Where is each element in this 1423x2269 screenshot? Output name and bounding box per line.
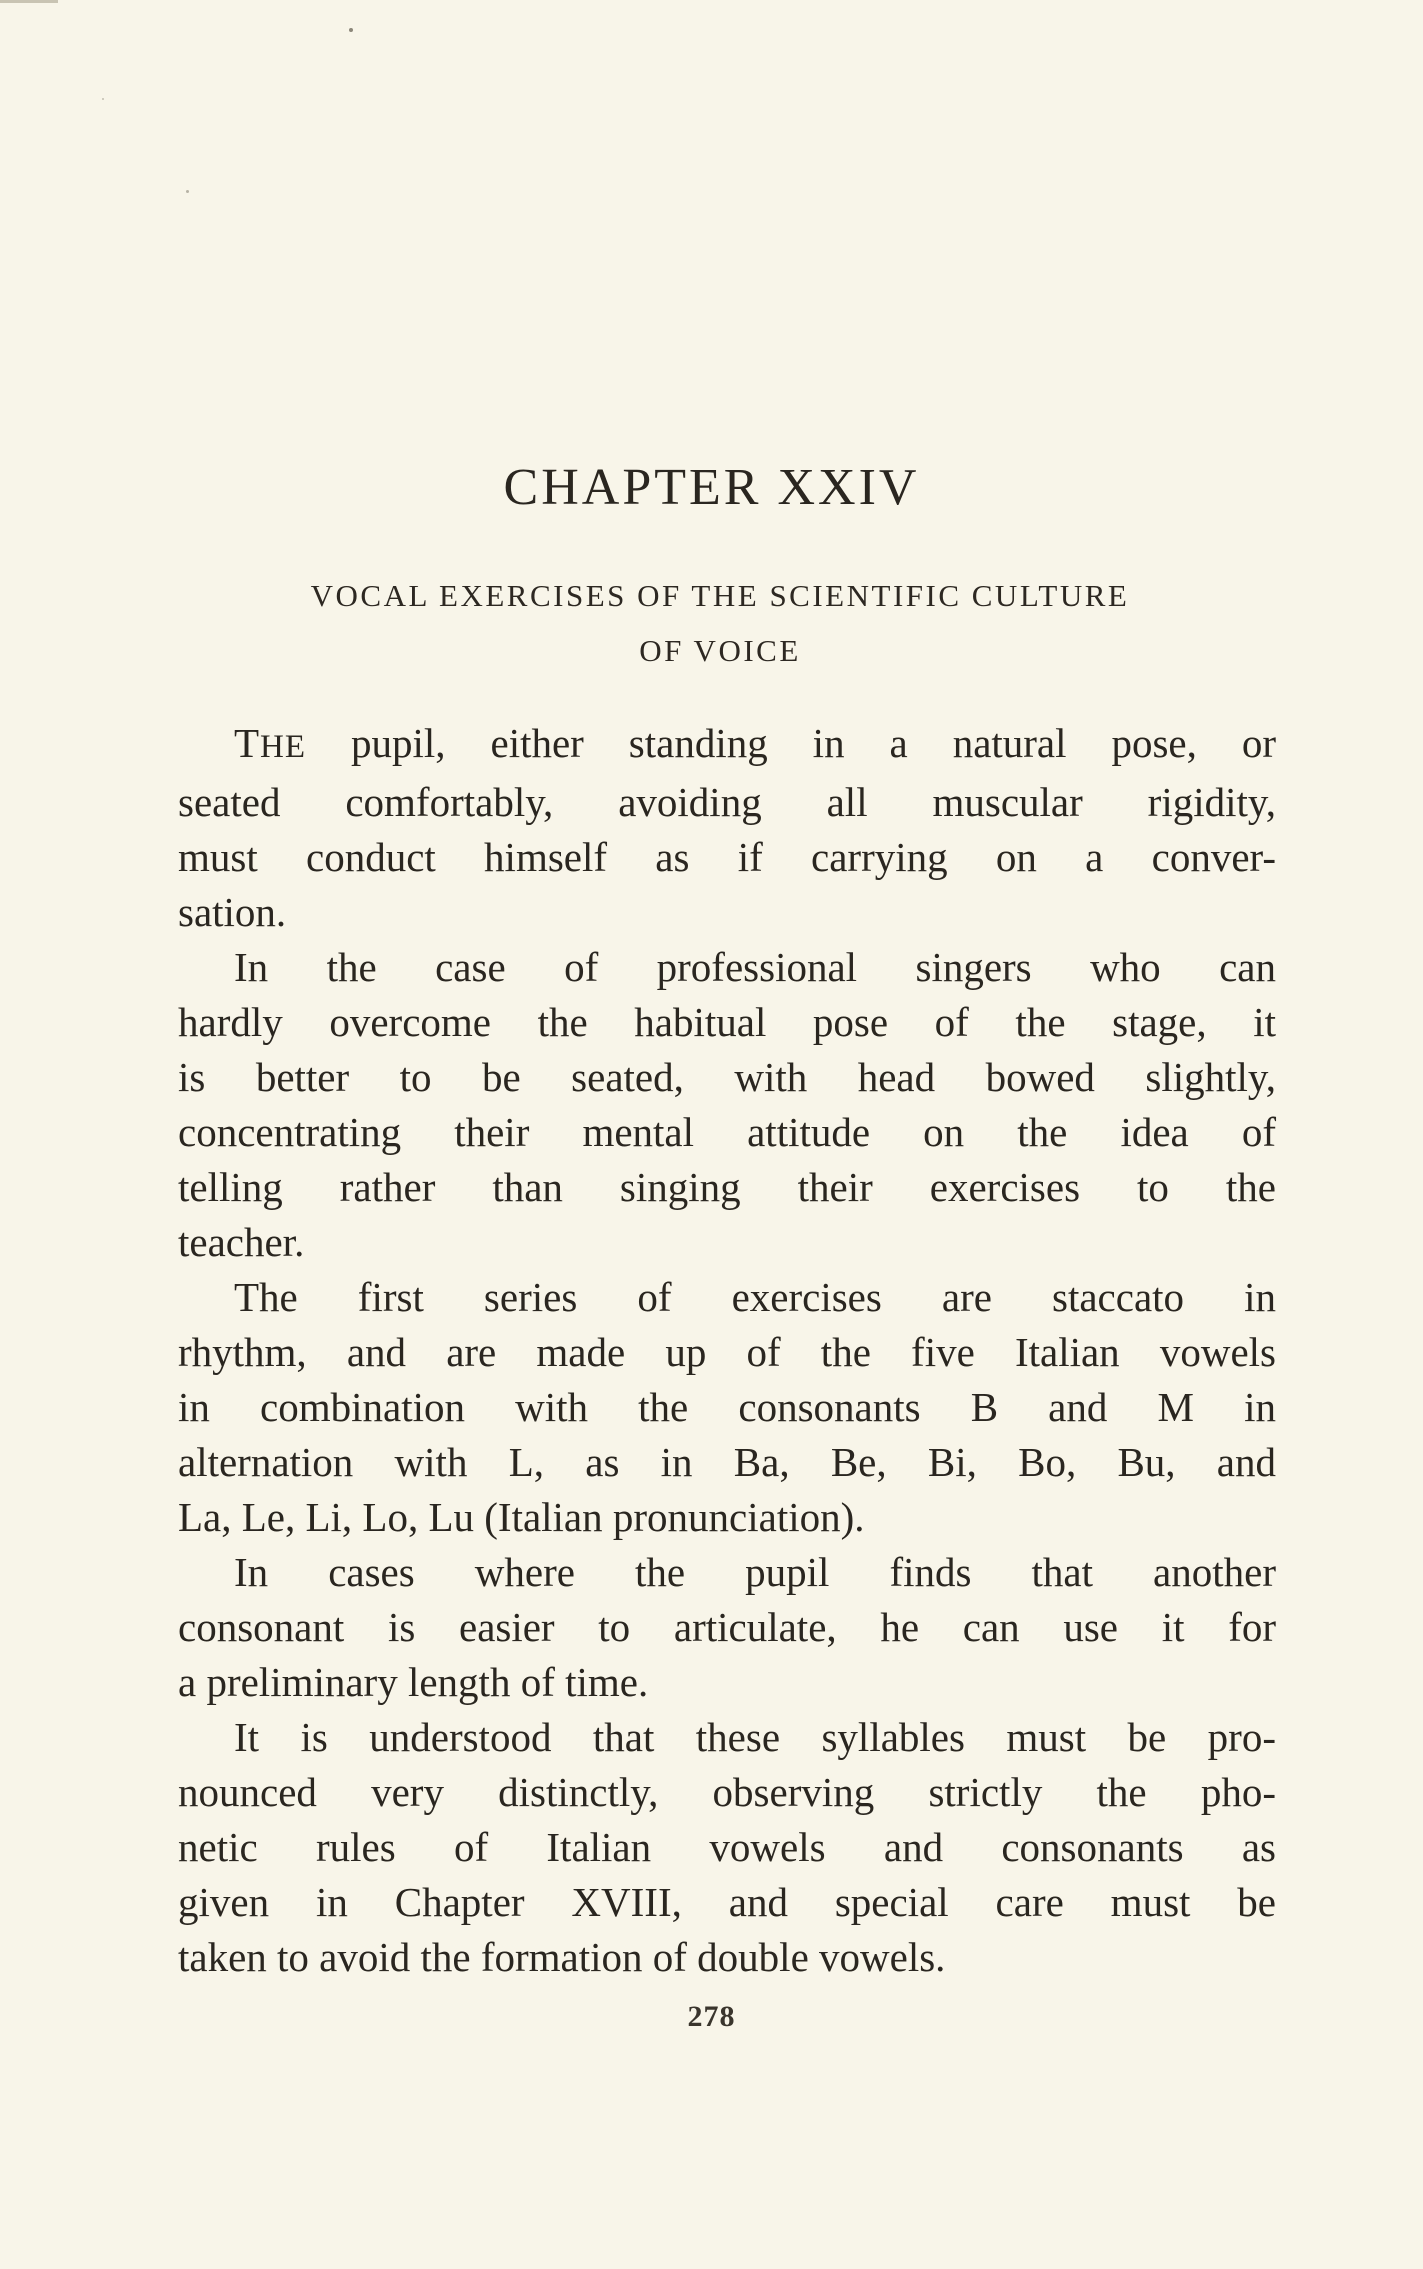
print-speck [349,28,353,32]
text-line: rhythm, and are made up of the five Italian vowels [178,1329,1276,1375]
paragraph [178,1710,1276,1985]
text-line: sation. [178,889,287,935]
text-line: hardly overcome the habitual pose of the stage, it [178,999,1276,1045]
paragraph [178,1545,1276,1710]
print-speck [186,190,189,193]
text-line: is better to be seated, with head bowed slightly, [178,1054,1276,1100]
chapter-subtitle-line: OF VOICE [639,633,801,668]
text-line: It is understood that these syllables must be pro- [234,1714,1276,1760]
paragraph-lead-smallcaps: HE [260,729,307,765]
page-number: 278 [687,2000,736,2033]
paragraph [178,1270,1276,1545]
text-line [178,716,1276,775]
page-edge-mark [0,0,58,3]
chapter-subtitle-line: VOCAL EXERCISES OF THE SCIENTIFIC CULTURE [310,578,1130,613]
print-speck [102,98,104,100]
text-line: telling rather than singing their exercises to the [178,1164,1276,1210]
text-line: In the case of professional singers who can [234,944,1276,990]
text-line: teacher. [178,1219,305,1265]
text-line: alternation with L, as in Ba, Be, Bi, Bo, Bu, and [178,1439,1276,1485]
text-line: a preliminary length of time. [178,1659,649,1705]
text-line-rest: pupil, either standing in a natural pose, or [306,720,1276,766]
paragraph [178,940,1276,1270]
text-line: seated comfortably, avoiding all muscular rigidity, [178,779,1276,825]
text-line: netic rules of Italian vowels and consonants as [178,1824,1276,1870]
text-line: nounced very distinctly, observing strictly the pho- [178,1769,1276,1815]
paragraph [178,716,1276,940]
text-line: in combination with the consonants B and M in [178,1384,1276,1430]
text-line: must conduct himself as if carrying on a conver- [178,834,1276,880]
text-line: La, Le, Li, Lo, Lu (Italian pronunciation). [178,1494,865,1540]
chapter-title: CHAPTER XXIV [503,459,920,516]
paragraph-lead-initial: T [234,720,261,766]
text-line: given in Chapter XVIII, and special care must be [178,1879,1276,1925]
text-line: taken to avoid the formation of double vowels. [178,1934,946,1980]
text-line: consonant is easier to articulate, he can use it for [178,1604,1276,1650]
chapter-body [178,716,1276,1985]
chapter-subtitle [210,568,1230,678]
text-line: The first series of exercises are staccato in [234,1274,1276,1320]
text-line: In cases where the pupil finds that another [234,1549,1276,1595]
text-line: concentrating their mental attitude on the idea of [178,1109,1276,1155]
